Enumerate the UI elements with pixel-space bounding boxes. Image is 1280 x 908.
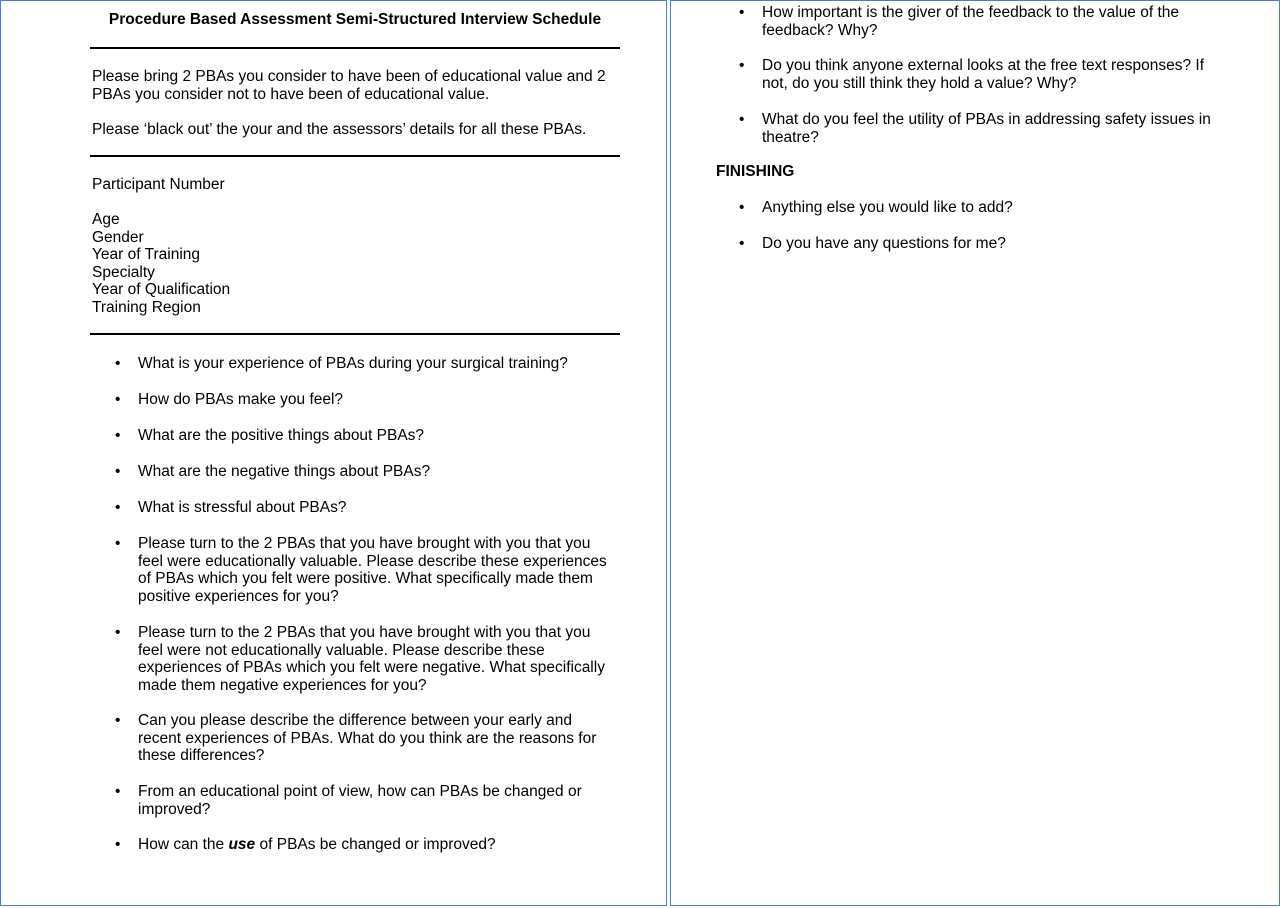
bullet-icon: •: [115, 712, 121, 729]
question-text: How important is the giver of the feedback to the value of the feedback? Why?: [762, 4, 1180, 39]
bullet-icon: •: [739, 199, 745, 216]
bullet-icon: •: [115, 391, 121, 408]
divider: [90, 155, 620, 157]
field-label: Training Region: [92, 298, 201, 316]
question-text: What is your experience of PBAs during your surgical training?: [138, 355, 568, 372]
bullet-icon: •: [115, 836, 121, 853]
question-text: What do you feel the utility of PBAs in addressing safety issues in theatre?: [762, 111, 1211, 146]
document-title: Procedure Based Assessment Semi-Structured Interview Schedule: [108, 11, 602, 28]
field-label: Year of Training: [92, 246, 201, 263]
question-text: How do PBAs make you feel?: [138, 391, 344, 408]
bullet-icon: •: [115, 535, 121, 552]
bullet-icon: •: [739, 235, 745, 252]
participant-fields: [92, 211, 622, 316]
question-text: Can you please describe the difference between your early and recent experiences of PBAs. What do you think are the reasons for these differences?: [138, 712, 597, 764]
participant-number-label: Participant Number: [92, 176, 225, 193]
field-label: Year of Qualification: [92, 281, 231, 298]
question-text: Do you think anyone external looks at the free text responses? If not, do you still think they hold a value? Why?: [762, 57, 1205, 92]
divider: [90, 333, 620, 335]
bullet-icon: •: [115, 499, 121, 516]
question-text: Please turn to the 2 PBAs that you have brought with you that you feel were not educationally valuable. Please describe these experiences of PBAs which you felt were negative. What specifically made them negative experiences for you?: [138, 624, 605, 694]
question-text: [138, 836, 618, 854]
divider: [90, 47, 620, 49]
finishing-heading: FINISHING: [716, 163, 795, 180]
question-text: Do you have any questions for me?: [762, 235, 1006, 252]
bullet-icon: •: [115, 427, 121, 444]
question-text: What is stressful about PBAs?: [138, 499, 347, 516]
bullet-icon: •: [115, 624, 121, 641]
question-text: What are the positive things about PBAs?: [138, 427, 425, 444]
bullet-icon: •: [115, 783, 121, 800]
question-text: Anything else you would like to add?: [762, 199, 1013, 216]
question-suffix: of PBAs be changed or improved?: [255, 836, 496, 853]
field-label: Gender: [92, 228, 144, 246]
bullet-icon: •: [115, 355, 121, 372]
bullet-icon: •: [115, 463, 121, 480]
field-label: Age: [92, 211, 120, 228]
instruction-paragraph: Please ‘black out’ the your and the assessors’ details for all these PBAs.: [92, 121, 587, 138]
emphasized-word: use: [228, 836, 256, 853]
question-text: Please turn to the 2 PBAs that you have brought with you that you feel were educationally valuable. Please describe these experiences of PBAs which you felt were positive. What specifically made them positive experiences for you?: [138, 535, 607, 605]
question-text: What are the negative things about PBAs?: [138, 463, 431, 480]
question-prefix: How can the: [138, 836, 229, 853]
field-label: Specialty: [92, 263, 155, 281]
bullet-icon: •: [739, 4, 745, 21]
bullet-icon: •: [739, 111, 745, 128]
question-text: From an educational point of view, how can PBAs be changed or improved?: [138, 783, 582, 818]
bullet-icon: •: [739, 57, 745, 74]
instruction-paragraph: Please bring 2 PBAs you consider to have been of educational value and 2 PBAs you consider not to have been of educational value.: [92, 68, 606, 103]
